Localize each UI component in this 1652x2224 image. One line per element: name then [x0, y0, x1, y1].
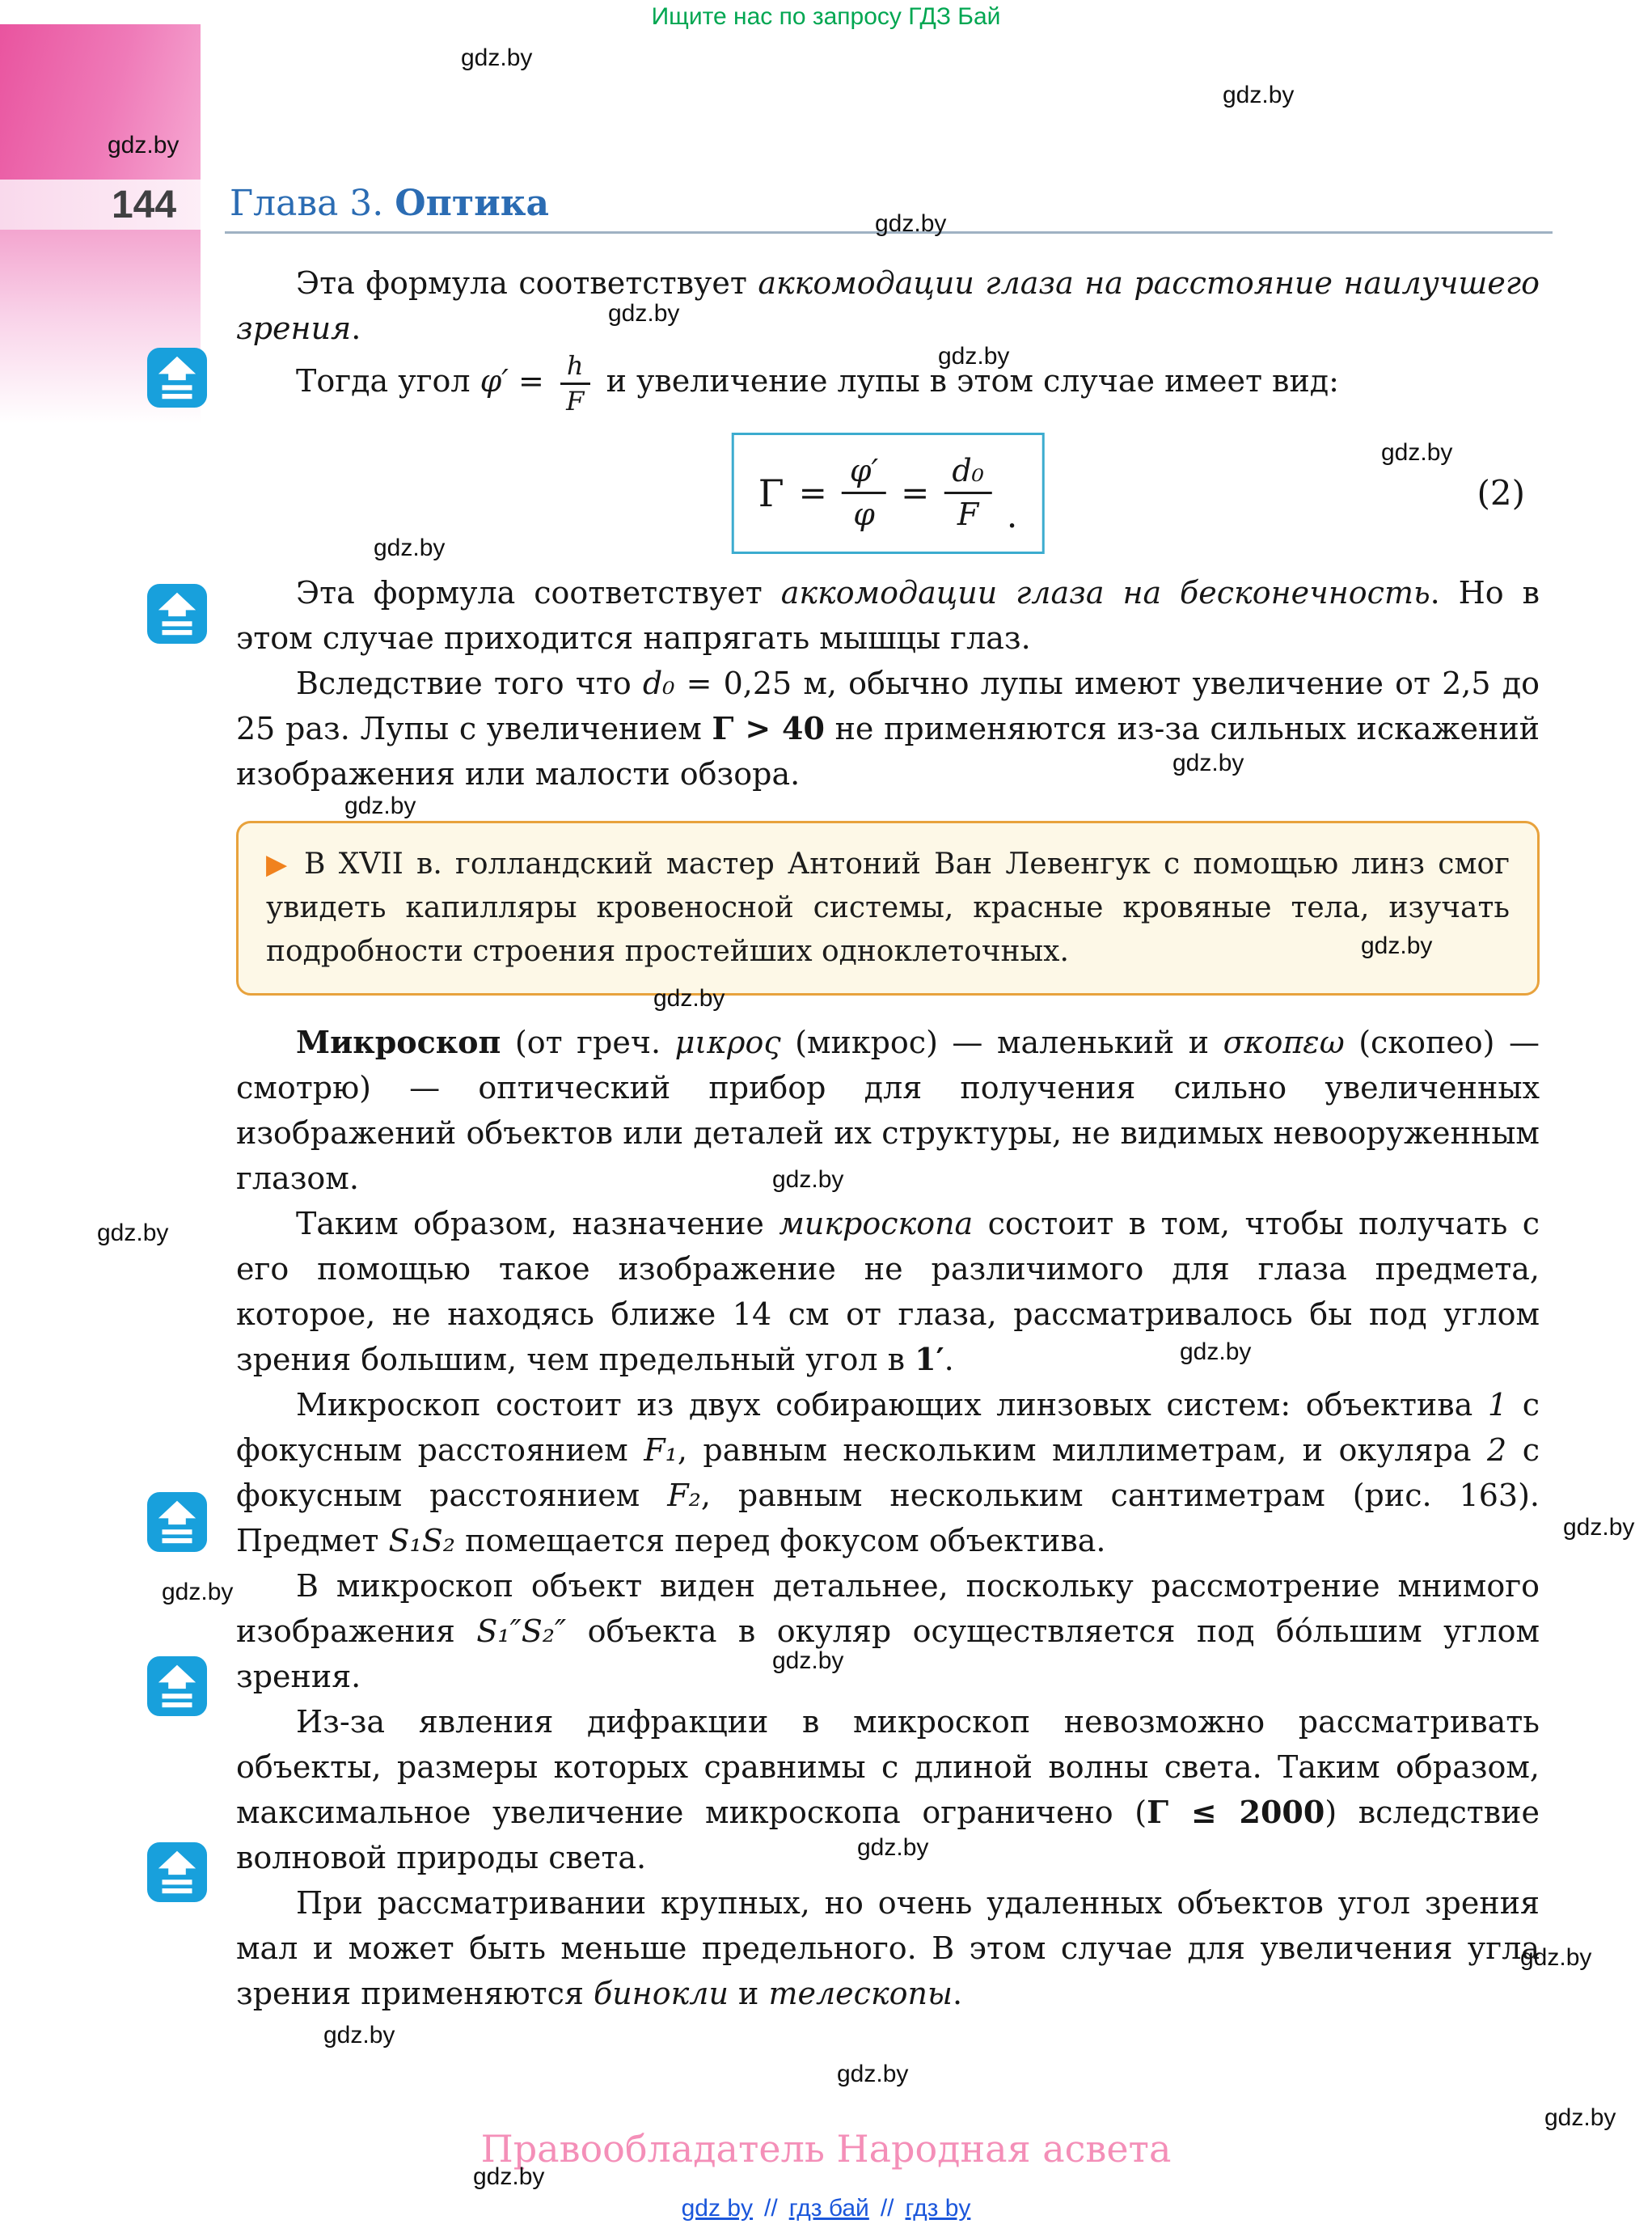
chapter-label: Глава 3.	[230, 183, 384, 224]
watermark: gdz.by	[857, 1834, 929, 1861]
paragraph	[236, 1201, 1540, 1382]
fraction-denominator: φ	[853, 497, 875, 533]
text-segment: помещается перед фокусом объектива.	[455, 1522, 1106, 1558]
text-segment: 1′	[915, 1340, 944, 1377]
paragraph	[236, 661, 1540, 797]
text-segment: 2	[1487, 1431, 1507, 1468]
watermark: gdz.by	[374, 535, 446, 561]
text-segment: Микроскоп состоит из двух собирающих линзовых систем: объектива	[296, 1386, 1488, 1423]
text-segment: Из-за явления дифракции в микроскоп невозможно рассматривать объекты, размеры которых сравнимы с длиной волны света. Таким образом, максимальное увеличение микроскопа ограничено (	[236, 1703, 1540, 1830]
text-segment: (микрос) — маленький и	[780, 1024, 1223, 1060]
watermark: gdz.by	[461, 44, 533, 71]
equals-sign: =	[901, 472, 930, 513]
text-segment: S₁S₂	[388, 1522, 456, 1558]
text-segment: бинокли	[594, 1975, 729, 2011]
watermark: gdz.by	[1361, 932, 1433, 959]
paragraph-with-inline-formula	[236, 351, 1540, 416]
fraction-numerator: h	[560, 351, 590, 385]
watermark: gdz.by	[344, 793, 416, 819]
text-segment: В XVII в. голландский мастер Антоний Ван Левенгук с помощью линз смог увидеть капилляры кровеносной системы, красные кровяные тела, изучать подробности строения простейших одноклеточных.	[266, 847, 1510, 968]
text-segment: Эта формула соответствует	[296, 574, 781, 611]
text-segment: F₁	[644, 1431, 678, 1468]
watermark: gdz.by	[1544, 2104, 1616, 2131]
text-segment: объекта в окуляр осуществляется под бо́льшим углом зрения.	[236, 1613, 1540, 1694]
text-segment: Таким образом, назначение	[296, 1205, 780, 1241]
watermark: gdz.by	[97, 1220, 169, 1246]
watermark: gdz.by	[653, 985, 725, 1012]
link-separator: //	[764, 2195, 778, 2222]
text-segment: Γ ≤ 2000	[1147, 1793, 1325, 1830]
equation-number: (2)	[1477, 472, 1525, 513]
arrow-up-stack-icon	[147, 348, 207, 408]
watermark: gdz.by	[772, 1166, 844, 1193]
text-segment: , равным нескольким миллиметрам, и окуляра	[677, 1431, 1488, 1468]
top-banner-text: Ищите нас по запросу ГДЗ Бай	[651, 3, 1001, 30]
text-segment: , равным нескольким сантиметрам (рис. 163). Предмет	[236, 1477, 1540, 1558]
paragraph	[236, 1563, 1540, 1699]
paragraph	[236, 570, 1540, 661]
watermark: gdz.by	[772, 1647, 844, 1674]
callout-body	[266, 848, 1510, 968]
text-segment: В микроскоп объект виден детальнее, поскольку рассмотрение мнимого изображения	[236, 1567, 1540, 1649]
watermark: gdz.by	[323, 2022, 395, 2049]
text-segment: состоит в том, чтобы получать с его помощью такое изображение не различимого для глаза предмета, которое, не находясь ближе 14 см от глаза, рассматривалось бы под углом зрения большим, чем предельный угол в	[236, 1205, 1540, 1377]
text-segment: .	[944, 1341, 954, 1377]
fraction	[842, 453, 886, 534]
callout-box	[236, 821, 1540, 996]
text-segment: аккомодации глаза на расстояние наилучшего зрения	[236, 265, 1540, 346]
text-segment: d₀	[642, 665, 675, 701]
paragraph	[236, 1880, 1540, 2016]
watermark: gdz.by	[1381, 439, 1453, 466]
paragraph	[236, 1382, 1540, 1563]
watermark: gdz.by	[1520, 1944, 1592, 1971]
text-segment: Эта формула соответствует	[296, 265, 758, 301]
paragraph	[236, 1020, 1540, 1201]
watermark: gdz.by	[162, 1579, 234, 1605]
page-content	[236, 260, 1540, 2016]
text-segment: ) вследствие волновой природы света.	[236, 1794, 1540, 1875]
chapter-title: Оптика	[395, 183, 550, 224]
paragraph	[236, 260, 1540, 351]
fraction	[944, 453, 992, 534]
fraction-numerator: d₀	[944, 453, 992, 495]
footer-link-gdz-by-2[interactable]: гдз by	[905, 2195, 971, 2222]
arrow-up-stack-icon	[147, 1492, 207, 1552]
text-run: и увеличение лупы в этом случае имеет вид:	[596, 362, 1339, 399]
text-segment: аккомодации глаза на бесконечность	[780, 574, 1430, 611]
gamma-symbol: Γ	[758, 471, 784, 515]
fraction-numerator: φ′	[842, 453, 886, 495]
phi-prime-symbol: φ′	[480, 362, 509, 399]
period: .	[1006, 495, 1018, 535]
text-segment: = 0,25 м, обычно лупы имеют увеличение от 2,5 до 25 раз. Лупы с увеличением	[236, 665, 1540, 746]
text-segment: .	[351, 311, 361, 346]
arrow-up-stack-icon	[147, 584, 207, 644]
text-segment: .	[952, 1975, 963, 2011]
watermark: gdz.by	[608, 300, 680, 327]
link-separator: //	[880, 2195, 894, 2222]
copyright-line: Правообладатель Народная асвета	[480, 2127, 1172, 2171]
play-marker-icon: ▶	[266, 848, 291, 881]
footer-link-gdz-bai[interactable]: гдз бай	[788, 2195, 869, 2222]
watermark: gdz.by	[473, 2163, 545, 2190]
text-segment: μικρος	[674, 1024, 781, 1060]
text-segment: 1	[1487, 1386, 1508, 1423]
text-segment: σκοπεω	[1223, 1024, 1345, 1060]
text-segment: (от греч.	[501, 1024, 675, 1060]
text-segment: S₁″S₂″	[476, 1613, 567, 1649]
inline-fraction	[560, 351, 590, 416]
text-segment: Микроскоп	[296, 1023, 501, 1060]
watermark: gdz.by	[1172, 750, 1244, 776]
text-segment: телескопы	[768, 1975, 953, 2011]
text-segment: не применяются из-за сильных искажений изображения или малости обзора.	[236, 710, 1540, 792]
text-segment: При рассматривании крупных, но очень удаленных объектов угол зрения мал и может быть меньше предельного. В этом случае для увеличения угла зрения применяются	[236, 1884, 1540, 2011]
watermark: gdz.by	[938, 343, 1010, 370]
watermark: gdz.by	[875, 210, 947, 237]
text-segment: Вследствие того что	[296, 665, 643, 701]
text-segment: и	[728, 1975, 769, 2011]
footer-links	[0, 2195, 1652, 2222]
watermark: gdz.by	[108, 132, 180, 159]
fraction-denominator: F	[566, 385, 585, 416]
text-segment: Γ > 40	[712, 709, 825, 746]
equals-sign: =	[508, 362, 554, 399]
text-segment: (скопео) — смотрю) — оптический прибор для получения сильно увеличенных изображений объектов или деталей их структуры, не видимых невооруженным глазом.	[236, 1024, 1540, 1196]
page-number: 144	[111, 184, 177, 226]
text-run: Тогда угол	[296, 362, 480, 399]
footer-link-gdz-by[interactable]: gdz by	[681, 2195, 754, 2222]
fraction-denominator: F	[957, 497, 979, 533]
watermark: gdz.by	[837, 2061, 909, 2087]
text-segment: микроскопа	[779, 1205, 974, 1241]
chapter-heading	[230, 181, 549, 226]
text-segment: с фокусным расстоянием	[236, 1431, 1540, 1513]
equals-sign: =	[798, 472, 827, 513]
arrow-up-stack-icon	[147, 1656, 207, 1716]
callout-text	[266, 843, 1510, 974]
formula-box	[732, 433, 1045, 554]
arrow-up-stack-icon	[147, 1842, 207, 1902]
watermark: gdz.by	[1223, 82, 1295, 108]
text-segment: с фокусным расстоянием	[236, 1386, 1540, 1468]
text-segment: . Но в этом случае приходится напрягать мышцы глаз.	[236, 574, 1540, 656]
text-segment: F₂	[667, 1477, 701, 1513]
watermark: gdz.by	[1563, 1514, 1635, 1541]
watermark: gdz.by	[1180, 1338, 1252, 1365]
